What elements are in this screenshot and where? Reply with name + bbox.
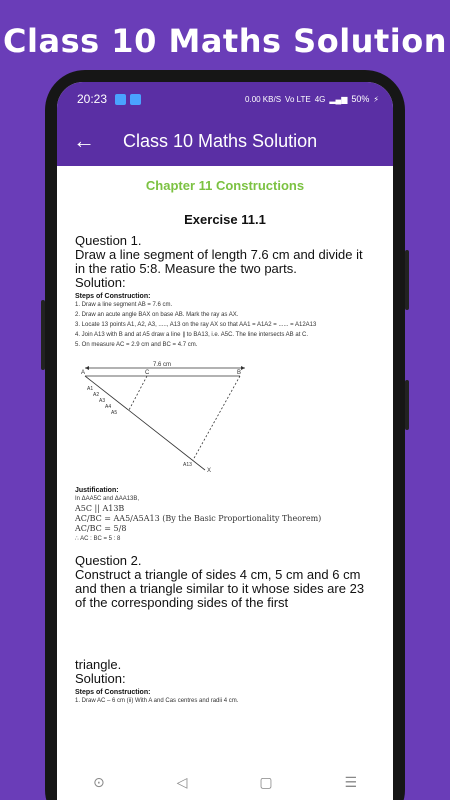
network-indicator: Vo LTE <box>285 94 311 104</box>
chapter-title: Chapter 11 Constructions <box>145 178 305 193</box>
diagram-label-a: A <box>81 370 86 376</box>
status-time: 20:23 <box>77 92 108 106</box>
phone-side-button <box>41 300 45 370</box>
justification-line: A5C || A13B <box>75 504 125 513</box>
nav-back-icon[interactable]: ◁ <box>176 773 188 790</box>
battery-percent: 50% <box>351 94 370 104</box>
step-line: 2. Draw an acute angle BAX on base AB. Mark the ray as AX. <box>75 312 239 318</box>
question-text: Draw a line segment of length 7.6 cm and divide it in the ratio 5:8. Measure the two parts. <box>75 247 363 276</box>
status-bar <box>57 82 393 116</box>
speed-indicator: 0.00 KB/S <box>245 94 282 104</box>
diagram-label-b: B <box>237 370 242 376</box>
step-line: 5. On measure AC = 2.9 cm and BC = 4.7 cm. <box>75 342 198 348</box>
nav-home-icon[interactable]: ▢ <box>259 773 273 790</box>
step-line: 1. Draw a line segment AB = 7.6 cm. <box>75 302 173 308</box>
diagram-label-x: X <box>207 468 212 474</box>
assistant-circle-icon[interactable]: ⊙ <box>92 773 105 790</box>
app-bar <box>57 116 393 166</box>
notification-icon <box>130 94 141 105</box>
notification-icon <box>115 94 126 105</box>
question-text-end: triangle. <box>75 657 122 672</box>
diagram-label-a1: A1 <box>87 386 94 392</box>
steps-title: Steps of Construction: <box>75 293 151 300</box>
question-text: Construct a triangle of sides 4 cm, 5 cm and 6 cm and then a triangle similar to it whose sides are 23 of the corresponding sides of the first <box>75 567 365 610</box>
question-label: Question 2. <box>75 553 142 568</box>
image-gap <box>75 610 375 658</box>
step-line: 4. Join A13 with B and at A5 draw a line ∥ to BA13, i.e. A5C. The line intersects AB at C. <box>75 332 309 338</box>
charging-icon: ⚡ <box>373 94 379 104</box>
justification-line: In ΔAA5C and ΔAA13B, <box>75 496 140 502</box>
app-title: Class 10 Maths Solution <box>123 130 318 151</box>
phone-side-button <box>405 250 409 310</box>
diagram-label-a5: A5 <box>111 410 118 416</box>
exercise-title: Exercise 11.1 <box>184 212 266 227</box>
diagram-length-label: 7.6 cm <box>153 362 172 368</box>
back-arrow-icon[interactable]: ← <box>73 128 95 153</box>
signal-indicator: 4G <box>314 94 326 104</box>
system-nav-bar <box>57 764 393 800</box>
nav-menu-icon[interactable]: ☰ <box>344 773 358 790</box>
justification-title: Justification: <box>75 487 119 494</box>
justification-line: AC/BC = 5/8 <box>75 524 127 533</box>
steps-title: Steps of Construction: <box>75 689 151 696</box>
phone-screen <box>57 82 393 800</box>
justification-line: AC/BC = AA5/A5A13 (By the Basic Proportionality Theorem) <box>75 514 322 523</box>
diagram-label-a13: A13 <box>183 462 192 468</box>
diagram-label-a4: A4 <box>105 404 112 410</box>
solution-label: Solution: <box>75 671 126 686</box>
construction-diagram <box>75 360 275 480</box>
solution-label: Solution: <box>75 275 126 290</box>
promo-title: Class 10 Maths Solution <box>3 22 447 60</box>
justification-line: ∴ AC : BC = 5 : 8 <box>75 536 121 542</box>
step-line: 1. Draw AC – 6 cm (ii) With A and Cas centres and radii 4 cm. <box>75 698 239 704</box>
diagram-label-c: C <box>145 370 150 376</box>
content-scroll[interactable] <box>57 166 393 764</box>
question-label: Question 1. <box>75 233 142 248</box>
signal-bars-icon: ▂▄▆ <box>329 94 348 104</box>
phone-side-button <box>405 380 409 430</box>
diagram-label-a2: A2 <box>93 392 100 398</box>
step-line: 3. Locate 13 points A1, A2, A3, ....., A13 on the ray AX so that AA1 = A1A2 = ...... = A12A13 <box>75 322 317 328</box>
status-right <box>245 94 379 104</box>
diagram-label-a3: A3 <box>99 398 106 404</box>
